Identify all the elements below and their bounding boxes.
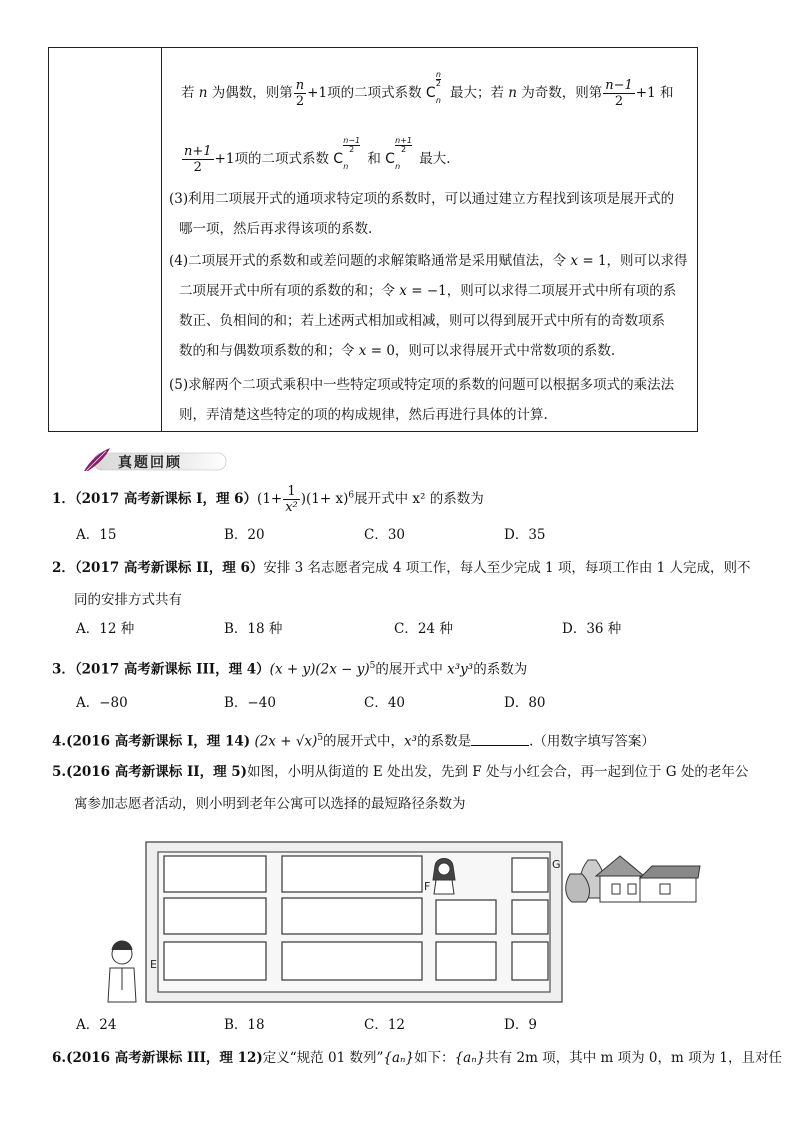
text: 数的和与偶数项系数的和；令 xyxy=(179,343,359,359)
question-number: 4. xyxy=(52,733,67,750)
summary-table xyxy=(48,47,698,432)
fraction-denominator: 2 xyxy=(193,160,202,175)
text: 为奇数，则第 xyxy=(516,85,603,101)
question-text: 共有 2m 项，其中 m 项为 0，m 项为 1，且对任 xyxy=(485,1050,782,1066)
binomial-coefficient: C n 2 n xyxy=(426,84,446,102)
fraction xyxy=(603,78,635,109)
fraction xyxy=(283,484,300,515)
question-number: 5. xyxy=(52,764,67,780)
table-column-divider xyxy=(161,48,162,431)
var-x: x xyxy=(570,253,579,269)
question-text: 如图，小明从街道的 E 处出发，先到 F 处与小红会合，再一起到位于 G 处的老年公 xyxy=(247,764,749,780)
q3-option-d[interactable]: D．80 xyxy=(504,695,546,711)
bc-top: n−1 xyxy=(343,136,361,145)
item-4-line-4 xyxy=(179,342,615,360)
table-line-1 xyxy=(181,70,674,109)
binomial-coefficient: C n+1 2 n xyxy=(385,150,405,168)
bc-top: n+1 xyxy=(395,136,412,145)
fraction-numerator: n+1 xyxy=(184,144,212,159)
expr: (1+ xyxy=(257,491,283,507)
map-label-e: E xyxy=(150,958,157,971)
exponent: 6 xyxy=(348,490,355,501)
expr: (x + y)(2x − y) xyxy=(269,661,370,678)
question-source: （2017 高考新课标 III，理 4） xyxy=(74,661,270,678)
question-number: 2． xyxy=(52,560,75,576)
fraction-denominator: 2 xyxy=(614,94,624,109)
q2-option-b[interactable]: B．18 种 xyxy=(224,621,283,637)
exponent: 5 xyxy=(317,733,324,743)
question-source: （2017 高考新课标 I，理 6） xyxy=(74,491,258,507)
fraction xyxy=(182,144,214,175)
expr: )(1+ x) xyxy=(300,491,349,507)
bc-bottom: 2 xyxy=(401,145,407,154)
banner-title: 真题回顾 xyxy=(118,455,182,471)
text: = 1，则可以求得 xyxy=(578,253,688,269)
var-x: x xyxy=(358,343,367,359)
text: 和 xyxy=(363,151,386,167)
question-4 xyxy=(52,728,655,752)
boy-figure xyxy=(108,941,136,1002)
question-3 xyxy=(52,656,527,680)
bc-top: n xyxy=(435,70,441,79)
var-x: x xyxy=(399,283,407,299)
q1-option-c[interactable]: C．30 xyxy=(364,527,406,543)
question-source: (2016 高考新课标 III，理 12) xyxy=(66,1050,263,1066)
fraction-numerator: 1 xyxy=(283,484,300,500)
question-text: 的系数为 xyxy=(473,661,528,678)
q5-option-d[interactable]: D．9 xyxy=(504,1017,537,1033)
question-5-line-1 xyxy=(52,762,748,782)
text: 若 xyxy=(181,85,199,101)
house-icon xyxy=(566,856,700,902)
text: = 0，则可以求得展开式中常数项的系数. xyxy=(366,343,616,359)
question-source: （2017 高考新课标 II，理 6） xyxy=(74,560,264,576)
fraction-numerator: n xyxy=(295,78,305,93)
question-6 xyxy=(52,1048,782,1068)
question-source: (2016 高考新课标 II，理 5) xyxy=(66,764,248,780)
text: 为偶数，则第 xyxy=(207,85,293,101)
street-map-figure xyxy=(100,830,710,1018)
question-number: 3． xyxy=(52,661,75,678)
fraction-numerator: n−1 xyxy=(605,78,633,93)
fraction-denominator: x² xyxy=(285,500,298,515)
text: 最大；若 xyxy=(445,85,509,101)
sequence: {aₙ} xyxy=(454,1050,486,1066)
q1-option-b[interactable]: B．20 xyxy=(224,527,265,543)
expr: (2x + √x) xyxy=(254,733,318,750)
fraction-denominator: 2 xyxy=(295,94,305,109)
bc-sub: n xyxy=(343,162,349,171)
text: (4)二项展开式的系数和或差问题的求解策略通常是采用赋值法，令 xyxy=(169,253,571,269)
exponent: 5 xyxy=(369,661,376,671)
question-2-line-2: 同的安排方式共有 xyxy=(74,592,182,608)
question-source: (2016 高考新课标 I，理 14) xyxy=(66,733,251,750)
binomial-coefficient: C n−1 2 n xyxy=(333,150,353,168)
q5-option-c[interactable]: C．12 xyxy=(364,1017,406,1033)
question-text: 的展开式中， xyxy=(323,733,405,750)
bc-bottom: 2 xyxy=(349,145,355,154)
q2-option-a[interactable]: A．12 种 xyxy=(76,621,135,637)
term: x³ xyxy=(404,733,418,750)
map-label-f: F xyxy=(424,880,431,893)
item-3-line-2: 哪一项，然后再求得该项的系数. xyxy=(179,221,373,237)
item-4-line-2 xyxy=(179,282,676,300)
q2-option-d[interactable]: D．36 种 xyxy=(562,621,622,637)
fraction xyxy=(294,78,306,109)
table-line-2 xyxy=(181,136,451,175)
term: x³y³ xyxy=(447,661,474,678)
question-text: 如下： xyxy=(414,1050,455,1066)
item-4-line-1 xyxy=(169,252,688,270)
question-5-line-2: 寓参加志愿者活动，则小明到老年公寓可以选择的最短路径条数为 xyxy=(74,796,466,812)
q3-option-c[interactable]: C．40 xyxy=(364,695,406,711)
text: 二项展开式中所有项的系数的和；令 xyxy=(179,283,400,299)
question-text: 安排 3 名志愿者完成 4 项工作，每人至少完成 1 项，每项工作由 1 人完成，则不 xyxy=(263,560,751,576)
var-n: n xyxy=(508,85,517,101)
item-5-line-2: 则，弄清楚这些特定的项的构成规律，然后再进行具体的计算. xyxy=(179,407,548,423)
var-n: n xyxy=(198,85,208,101)
q5-option-b[interactable]: B．18 xyxy=(224,1017,265,1033)
answer-blank[interactable] xyxy=(471,731,529,746)
text: +1项的二项式系数 xyxy=(214,151,334,167)
item-5-line-1: (5)求解两个二项式乘积中一些特定项或特定项的系数的问题可以根据多项式的乘法法 xyxy=(169,377,675,393)
question-2-line-1 xyxy=(52,558,751,578)
girl-figure xyxy=(433,859,455,895)
question-text: 定义“规范 01 数列” xyxy=(262,1050,384,1066)
text: 最大. xyxy=(414,151,451,167)
q1-option-a[interactable]: A．15 xyxy=(76,527,117,543)
item-3-line-1: (3)利用二项展开式的通项求特定项的系数时，可以通过建立方程找到该项是展开式的 xyxy=(169,191,675,207)
question-number: 1． xyxy=(52,491,75,507)
question-text: .（用数字填写答案） xyxy=(529,733,655,750)
question-1 xyxy=(52,484,484,515)
bc-sub: n xyxy=(435,96,441,105)
q1-option-d[interactable]: D．35 xyxy=(504,527,546,543)
bc-sub: n xyxy=(395,162,401,171)
text: = −1，则可以求得二项展开式中所有项的系 xyxy=(406,283,677,299)
text: +1 和 xyxy=(635,85,674,101)
q5-option-a[interactable]: A．24 xyxy=(76,1017,117,1033)
text: +1项的二项式系数 xyxy=(307,85,426,101)
item-4-line-3: 数正、负相间的和；若上述两式相加或相减，则可以得到展开式中所有的奇数项系 xyxy=(179,313,665,329)
question-text: 的展开式中 xyxy=(375,661,448,678)
question-text: 展开式中 x² 的系数为 xyxy=(354,491,484,507)
bc-bottom: 2 xyxy=(435,79,441,88)
map-label-g: G xyxy=(552,858,561,871)
question-text: 的系数是 xyxy=(417,733,472,750)
q2-option-c[interactable]: C．24 种 xyxy=(394,621,453,637)
question-number: 6. xyxy=(52,1050,67,1066)
section-banner xyxy=(80,447,228,473)
sequence: {aₙ} xyxy=(383,1050,415,1066)
q3-option-b[interactable]: B．−40 xyxy=(224,695,276,711)
q3-option-a[interactable]: A．−80 xyxy=(76,695,128,711)
